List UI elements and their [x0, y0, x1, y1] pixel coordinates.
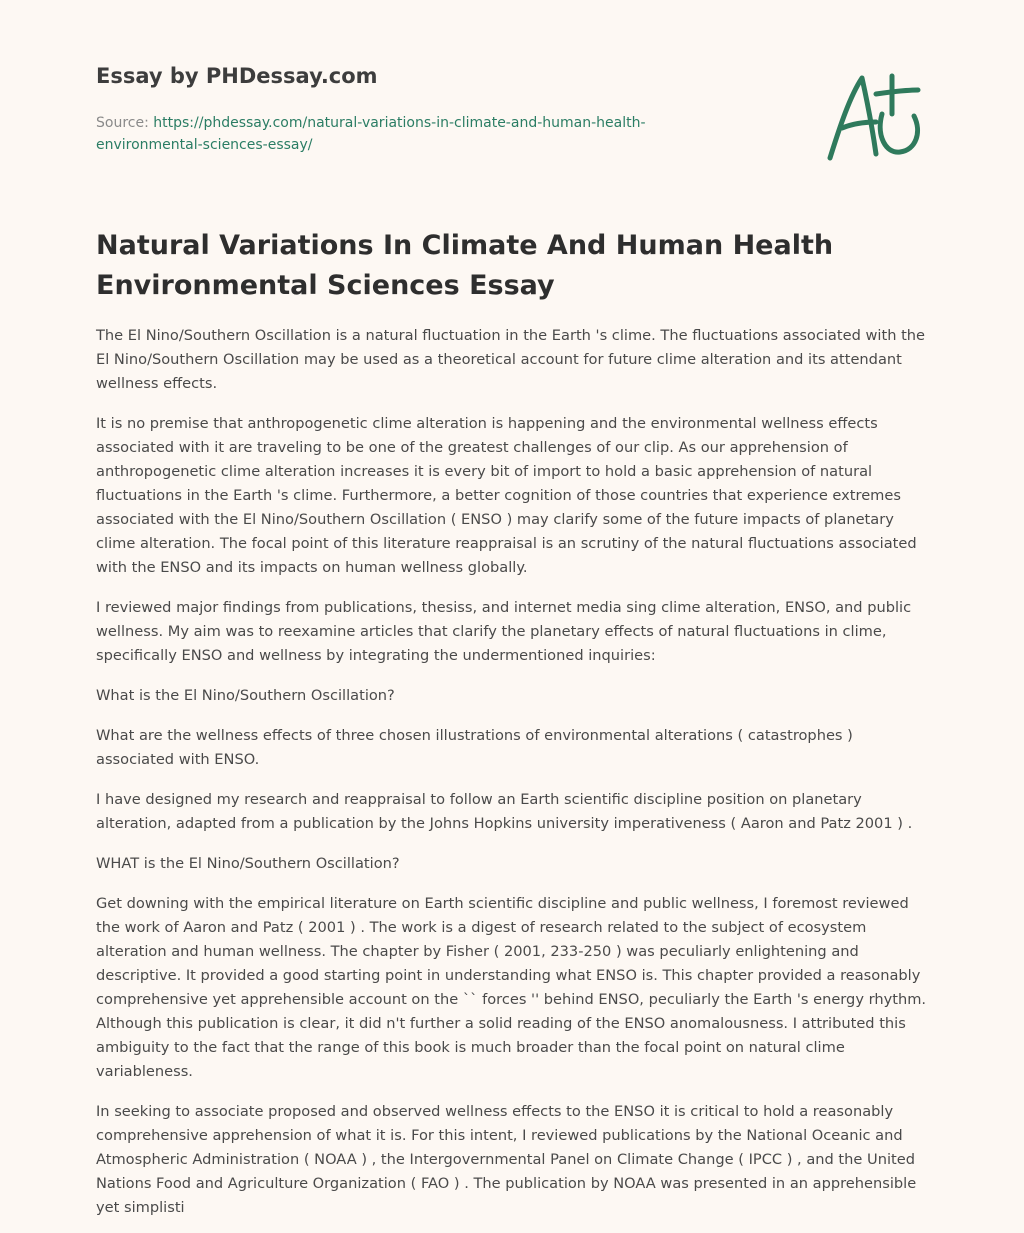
a-plus-logo-icon [820, 66, 930, 166]
source-link[interactable]: https://phdessay.com/natural-variations-in-climate-and-human-health-environmental-sciences-essay/ [96, 115, 646, 153]
essay-subheading: WHAT is the El Nino/Southern Oscillation? [96, 855, 400, 872]
essay-paragraph: In seeking to associate proposed and observed wellness effects to the ENSO it is critical to hold a reasonably comprehensive apprehension of what it is. For this intent, I reviewed publications by the National Oceanic and Atmospheric Administration ( NOAA ) , the Intergovernmental Panel on Climate Change ( IPCC ) , and the United Nations Food and Agriculture Organization ( FAO ) . The publication by NOAA was presented in an apprehensible yet simplisti [96, 1103, 917, 1216]
essay-body [96, 324, 928, 1220]
essay-question: What are the wellness effects of three chosen illustrations of environmental alterations ( catastrophes ) associated with ENSO. [96, 727, 853, 768]
essay-paragraph: I have designed my research and reappraisal to follow an Earth scientific discipline position on planetary alteration, adapted from a publication by the Johns Hopkins university imperativeness ( Aaron and Patz 2001 ) . [96, 791, 913, 832]
essay-paragraph: The El Nino/Southern Oscillation is a natural fluctuation in the Earth 's clime. The fluctuations associated with the El Nino/Southern Oscillation may be used as a theoretical account for future clime alteration and its attendant wellness effects. [96, 327, 926, 392]
a-plus-logo [820, 66, 930, 166]
source-line [96, 112, 736, 156]
site-title: Essay by PHDessay.com [96, 64, 378, 88]
source-label: Source: [96, 115, 154, 131]
essay-paragraph: It is no premise that anthropogenetic clime alteration is happening and the environmental wellness effects associated with it are traveling to be one of the greatest challenges of our clip. As our apprehension of anthropogenetic clime alteration increases it is every bit of import to hold a basic apprehension of natural fluctuations in the Earth 's clime. Furthermore, a better cognition of those countries that experience extremes associated with the El Nino/Southern Oscillation ( ENSO ) may clarify some of the future impacts of planetary clime alteration. The focal point of this literature reappraisal is an scrutiny of the natural fluctuations associated with the ENSO and its impacts on human wellness globally. [96, 415, 917, 576]
essay-paragraph: I reviewed major findings from publications, thesiss, and internet media sing clime alteration, ENSO, and public wellness. My aim was to reexamine articles that clarify the planetary effects of natural fluctuations in clime, specifically ENSO and wellness by integrating the undermentioned inquiries: [96, 599, 912, 664]
essay-question: What is the El Nino/Southern Oscillation? [96, 687, 395, 704]
essay-title: Natural Variations In Climate And Human Health Environmental Sciences Essay [96, 230, 834, 301]
essay-paragraph: Get downing with the empirical literature on Earth scientific discipline and public wellness, I foremost reviewed the work of Aaron and Patz ( 2001 ) . The work is a digest of research related to the subject of ecosystem alteration and human wellness. The chapter by Fisher ( 2001, 233-250 ) was peculiarly enlightening and descriptive. It provided a good starting point in understanding what ENSO is. This chapter provided a reasonably comprehensive yet apprehensible account on the `` forces '' behind ENSO, peculiarly the Earth 's energy rhythm. Although this publication is clear, it did n't further a solid reading of the ENSO anomalousness. I attributed this ambiguity to the fact that the range of this book is much broader than the focal point on natural clime variableness. [96, 895, 927, 1080]
